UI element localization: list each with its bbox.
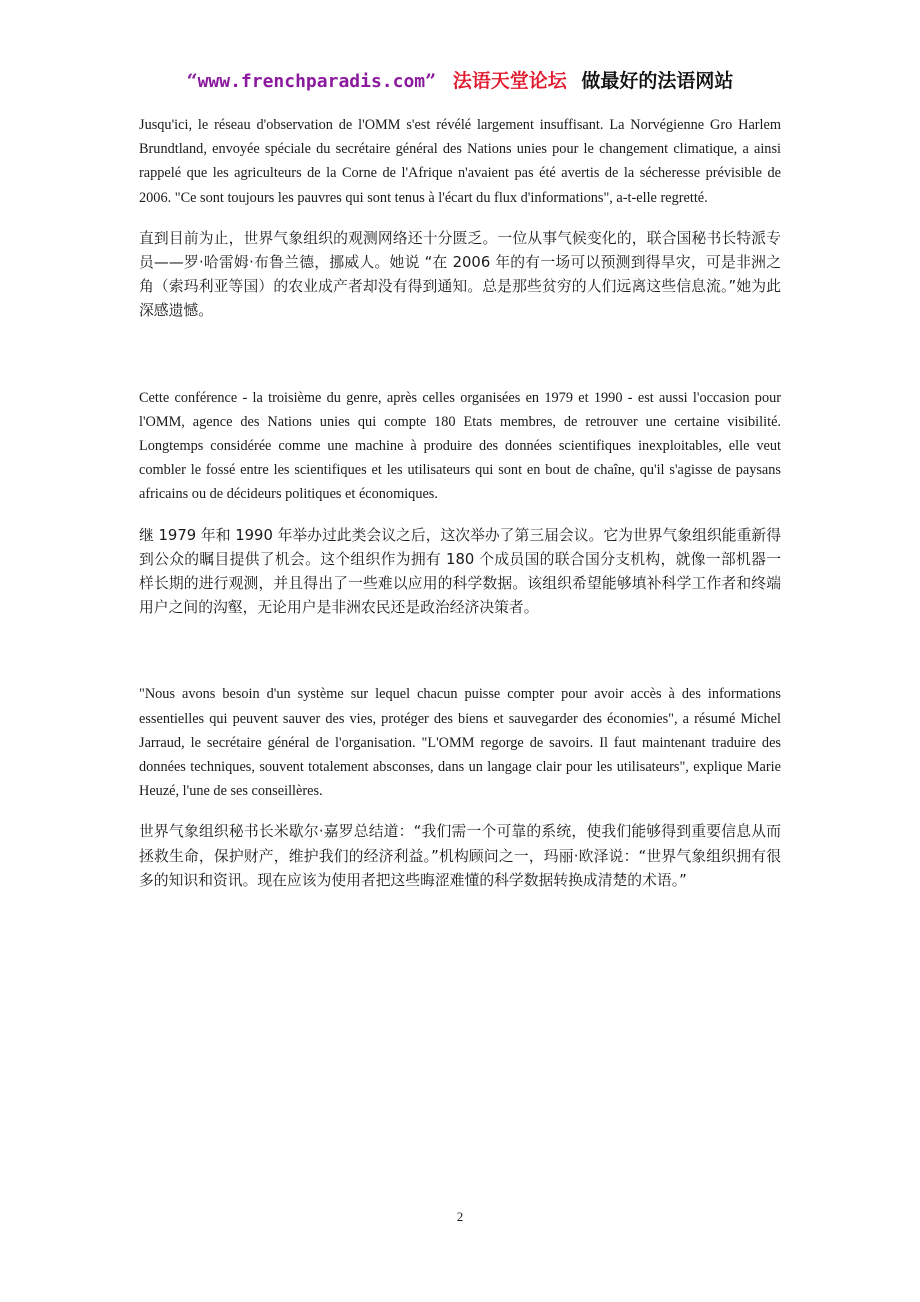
page-header — [0, 66, 920, 93]
paragraph-french-1: Jusqu'ici, le réseau d'observation de l'OMM s'est révélé largement insuffisant. La Norvégienne Gro Harlem Brundtland, envoyée spéciale du secrétaire général des Nations unies pour le changement climatique, a ainsi rappelé que les agriculteurs de la Corne de l'Afrique n'avaient pas été avertis de la sécheresse prévisible de 2006. "Ce sont toujours les pauvres qui sont tenus à l'écart du flux d'informations", a-t-elle regretté. — [139, 117, 781, 206]
paragraph-french-3: "Nous avons besoin d'un système sur lequel chacun puisse compter pour avoir accès à des informations essentielles qui peuvent sauver des vies, protéger des biens et sauvegarder des économies", a résumé Michel Jarraud, le secrétaire général de l'organisation. "L'OMM regorge de savoirs. Il faut maintenant traduire des données techniques, souvent totalement absconses, dans un langage clair pour les utilisateurs", explique Marie Heuzé, l'une de ses conseillères. — [139, 686, 781, 800]
header-tagline: 做最好的法语网站 — [581, 70, 734, 92]
page-number: 2 — [456, 1209, 464, 1224]
document-body — [139, 113, 781, 893]
header-site-url[interactable]: www.frenchparadis.com — [197, 71, 426, 92]
paragraph-french-2: Cette conférence - la troisième du genre, après celles organisées en 1979 et 1990 - est aussi l'occasion pour l'OMM, agence des Nations unies qui compte 180 Etats membres, de retrouver une certaine visibilité. Longtemps considérée comme une machine à produire des données scientifiques inexploitables, elle veut combler le fossé entre les scientifiques et les utilisateurs qui sont en bout de chaîne, qu'il s'agisse de paysans africains ou de décideurs politiques et économiques. — [139, 389, 781, 503]
paragraph-chinese-2: 继 1979 年和 1990 年举办过此类会议之后，这次举办了第三届会议。它为世界气象组织能重新得到公众的瞩目提供了机会。这个组织作为拥有 180 个成员国的联合国分支机构，就像一部机器一样长期的进行观测，并且得出了一些难以应用的科学数据。该组织希望能够填补科学工作者和终端用户之间的沟壑，无论用户是非洲农民还是政治经济决策者。 — [139, 526, 781, 617]
header-forum-name: 法语天堂论坛 — [452, 70, 567, 92]
header-close-quote: ” — [425, 70, 437, 92]
paragraph-chinese-1: 直到目前为止，世界气象组织的观测网络还十分匮乏。一位从事气候变化的，联合国秘书长特派专员——罗·哈雷姆·布鲁兰德，挪威人。她说 “在 2006 年的有一场可以预测到得旱灾，可是非洲之角（索玛利亚等国）的农业成产者却没有得到通知。总是那些贫穷的人们远离这些信息流。”她为此深感遗憾。 — [139, 229, 781, 320]
paragraph-chinese-3: 世界气象组织秘书长米歇尔·嘉罗总结道：“我们需一个可靠的系统，使我们能够得到重要信息从而拯救生命，保护财产，维护我们的经济利益。”机构顾问之一，玛丽·欧泽说：“世界气象组织拥有很多的知识和资讯。现在应该为使用者把这些晦涩难懂的科学数据转换成清楚的术语。” — [139, 823, 781, 889]
header-open-quote: “ — [186, 70, 198, 92]
